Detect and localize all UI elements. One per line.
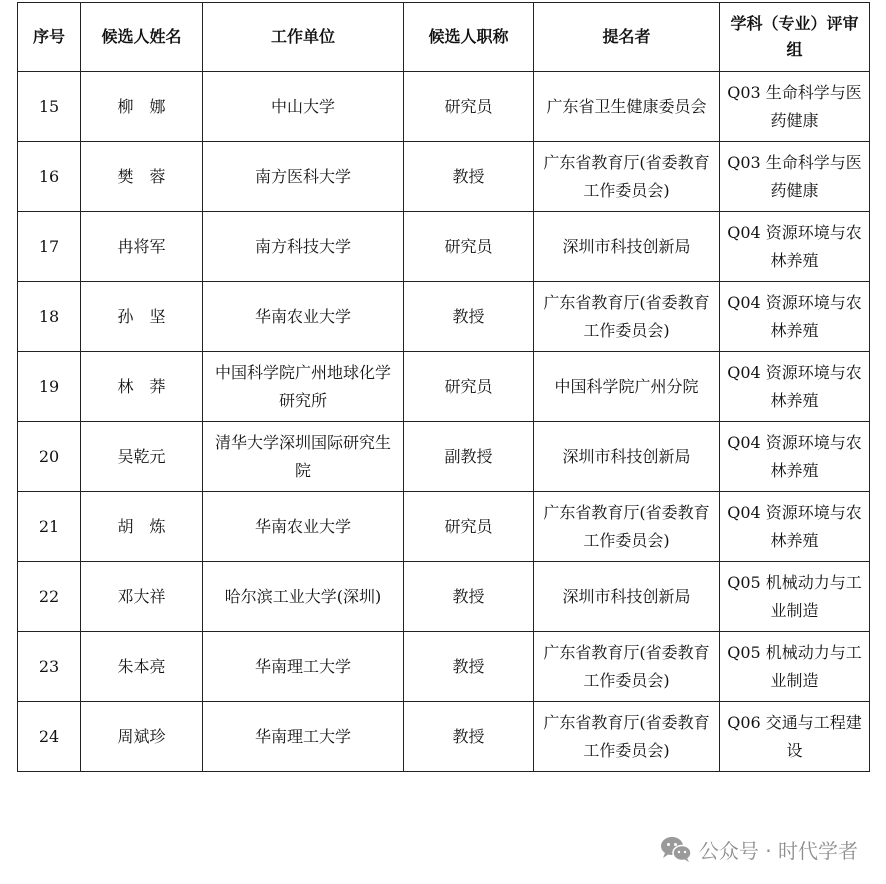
cell-title: 研究员 [404, 352, 534, 422]
cell-work-unit: 中国科学院广州地球化学研究所 [203, 352, 404, 422]
cell-index: 19 [18, 352, 81, 422]
header-title: 候选人职称 [404, 3, 534, 72]
cell-name: 朱本亮 [81, 632, 203, 702]
cell-review-group: Q04 资源环境与农林养殖 [720, 492, 870, 562]
table-row [18, 562, 870, 632]
cell-index: 20 [18, 422, 81, 492]
header-work-unit: 工作单位 [203, 3, 404, 72]
cell-title: 研究员 [404, 492, 534, 562]
cell-nominator: 深圳市科技创新局 [534, 422, 720, 492]
cell-title: 副教授 [404, 422, 534, 492]
cell-work-unit: 清华大学深圳国际研究生院 [203, 422, 404, 492]
table-row [18, 632, 870, 702]
cell-nominator: 广东省卫生健康委员会 [534, 72, 720, 142]
cell-name: 林 莽 [81, 352, 203, 422]
cell-name: 吴乾元 [81, 422, 203, 492]
cell-title: 教授 [404, 282, 534, 352]
cell-nominator: 广东省教育厅(省委教育工作委员会) [534, 492, 720, 562]
cell-nominator: 中国科学院广州分院 [534, 352, 720, 422]
cell-name: 周斌珍 [81, 702, 203, 772]
cell-review-group: Q05 机械动力与工业制造 [720, 562, 870, 632]
cell-review-group: Q04 资源环境与农林养殖 [720, 282, 870, 352]
table-row [18, 142, 870, 212]
cell-index: 24 [18, 702, 81, 772]
watermark [659, 832, 858, 866]
cell-nominator: 广东省教育厅(省委教育工作委员会) [534, 142, 720, 212]
table-row [18, 282, 870, 352]
cell-index: 22 [18, 562, 81, 632]
table-row [18, 492, 870, 562]
table-row [18, 702, 870, 772]
cell-nominator: 深圳市科技创新局 [534, 212, 720, 282]
cell-work-unit: 华南农业大学 [203, 492, 404, 562]
cell-name: 邓大祥 [81, 562, 203, 632]
cell-name: 柳 娜 [81, 72, 203, 142]
cell-title: 教授 [404, 632, 534, 702]
cell-nominator: 广东省教育厅(省委教育工作委员会) [534, 632, 720, 702]
cell-name: 孙 坚 [81, 282, 203, 352]
table-row [18, 212, 870, 282]
cell-work-unit: 南方医科大学 [203, 142, 404, 212]
header-candidate-name: 候选人姓名 [81, 3, 203, 72]
cell-index: 16 [18, 142, 81, 212]
cell-title: 教授 [404, 702, 534, 772]
cell-index: 18 [18, 282, 81, 352]
cell-name: 樊 蓉 [81, 142, 203, 212]
cell-review-group: Q04 资源环境与农林养殖 [720, 212, 870, 282]
cell-nominator: 广东省教育厅(省委教育工作委员会) [534, 282, 720, 352]
cell-review-group: Q05 机械动力与工业制造 [720, 632, 870, 702]
cell-index: 23 [18, 632, 81, 702]
cell-review-group: Q04 资源环境与农林养殖 [720, 352, 870, 422]
watermark-text: 公众号 · 时代学者 [698, 838, 858, 863]
cell-review-group: Q06 交通与工程建设 [720, 702, 870, 772]
table-row [18, 352, 870, 422]
cell-work-unit: 华南农业大学 [203, 282, 404, 352]
header-index: 序号 [18, 3, 81, 72]
header-review-group: 学科（专业）评审组 [720, 3, 870, 72]
cell-work-unit: 华南理工大学 [203, 632, 404, 702]
cell-review-group: Q04 资源环境与农林养殖 [720, 422, 870, 492]
cell-nominator: 深圳市科技创新局 [534, 562, 720, 632]
cell-nominator: 广东省教育厅(省委教育工作委员会) [534, 702, 720, 772]
cell-index: 15 [18, 72, 81, 142]
cell-title: 教授 [404, 142, 534, 212]
table-row [18, 72, 870, 142]
candidate-table [17, 2, 870, 772]
cell-work-unit: 南方科技大学 [203, 212, 404, 282]
cell-name: 冉将军 [81, 212, 203, 282]
wechat-icon [659, 834, 693, 864]
cell-name: 胡 炼 [81, 492, 203, 562]
cell-work-unit: 华南理工大学 [203, 702, 404, 772]
cell-index: 21 [18, 492, 81, 562]
table-row [18, 422, 870, 492]
cell-title: 教授 [404, 562, 534, 632]
cell-review-group: Q03 生命科学与医药健康 [720, 72, 870, 142]
cell-work-unit: 中山大学 [203, 72, 404, 142]
header-nominator: 提名者 [534, 3, 720, 72]
cell-index: 17 [18, 212, 81, 282]
cell-title: 研究员 [404, 72, 534, 142]
cell-work-unit: 哈尔滨工业大学(深圳) [203, 562, 404, 632]
cell-review-group: Q03 生命科学与医药健康 [720, 142, 870, 212]
table-header-row [18, 3, 870, 72]
cell-title: 研究员 [404, 212, 534, 282]
